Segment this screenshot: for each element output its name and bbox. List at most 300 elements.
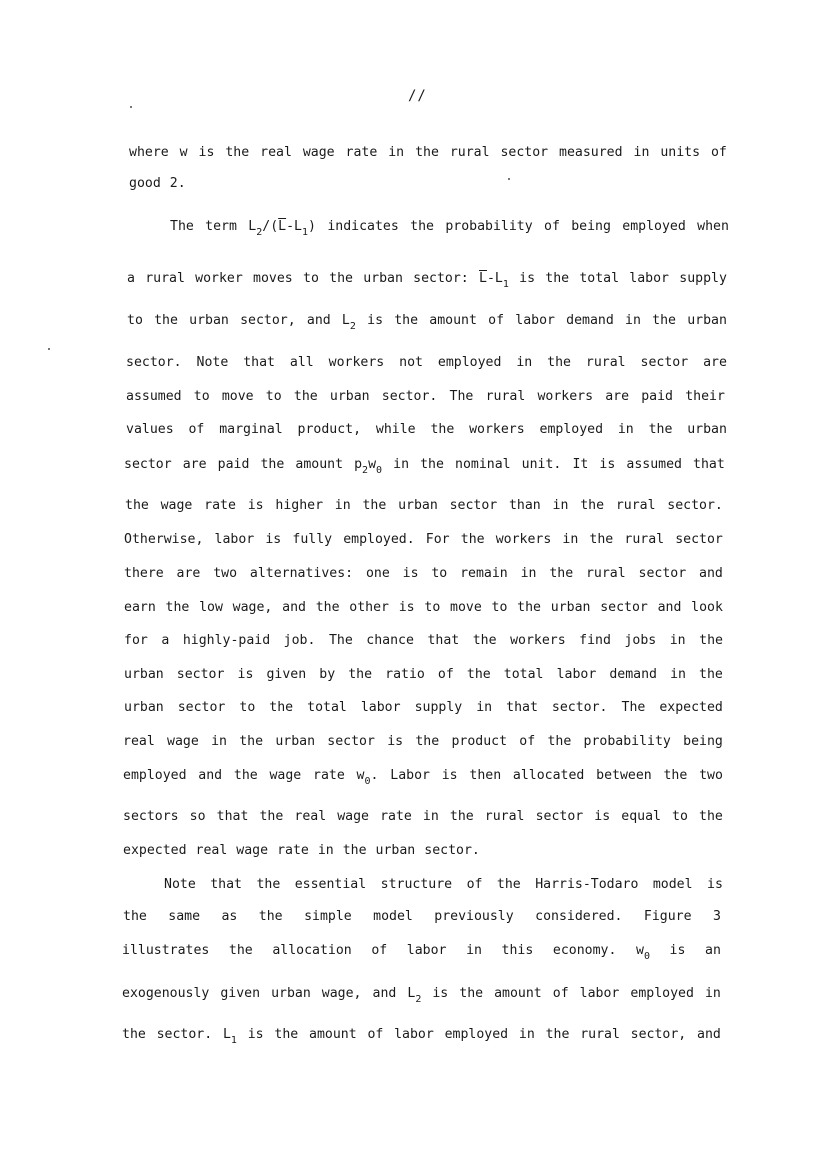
word: move (221, 389, 254, 404)
word: their (685, 389, 725, 404)
word: Figure (643, 909, 692, 924)
word: sector: (413, 271, 469, 286)
word: rate (313, 768, 345, 783)
word: The (170, 219, 194, 234)
text-line (124, 565, 723, 587)
text-line (123, 808, 723, 830)
word: is (432, 986, 449, 1001)
word: urban (398, 498, 438, 513)
word: expected (659, 700, 723, 715)
word: $w_0$ (635, 943, 650, 962)
word: sectors (123, 809, 179, 824)
word: sector (176, 667, 225, 682)
word: nominal (455, 457, 511, 472)
word: term (205, 219, 237, 234)
word: of (552, 986, 569, 1001)
word: that (210, 877, 242, 892)
word: is (367, 313, 384, 328)
word: in (617, 422, 634, 437)
word: w (179, 145, 188, 160)
word: workers (469, 422, 525, 437)
word: the (517, 600, 541, 615)
word: the (315, 600, 340, 615)
word: an (705, 943, 721, 958)
word: for (124, 633, 148, 648)
word: rural (624, 532, 665, 547)
word: The (449, 389, 474, 404)
word: and (372, 986, 397, 1001)
word: the (125, 498, 149, 513)
word: sector (675, 532, 723, 547)
word: employed (630, 986, 694, 1001)
word: allocation (272, 943, 352, 958)
word: rate (380, 809, 412, 824)
word: two (213, 566, 238, 581)
word: the (362, 498, 387, 513)
word: and (282, 600, 306, 615)
word: highly-paid (182, 633, 271, 648)
word: the (547, 734, 572, 749)
word: to (491, 600, 508, 615)
word: the (410, 219, 434, 234)
word: the (459, 986, 484, 1001)
word: good (129, 176, 161, 191)
word: the (460, 532, 485, 547)
word: the (415, 145, 439, 160)
word: is (707, 877, 723, 892)
word: supply (414, 700, 463, 715)
word: in (476, 700, 493, 715)
word: when (697, 219, 729, 234)
word: rural (580, 1027, 620, 1042)
text-line (170, 218, 729, 240)
word: the (228, 943, 253, 958)
word: sector (535, 809, 584, 824)
word: in (669, 633, 686, 648)
word: urban (329, 389, 370, 404)
word: labor (394, 1027, 434, 1042)
word: labor (556, 667, 597, 682)
word: workers (495, 532, 552, 547)
word: rural (484, 809, 525, 824)
word: rural (449, 145, 490, 160)
word: workers (537, 389, 594, 404)
word: previously (434, 909, 514, 924)
word: employed (437, 355, 502, 370)
word: sector. (381, 389, 438, 404)
word: Otherwise, (124, 532, 204, 547)
word: unit. (521, 457, 562, 472)
word: low (199, 600, 223, 615)
word: product, (297, 422, 362, 437)
word: employed. (343, 532, 415, 547)
word: illustrates (122, 943, 210, 958)
word: assumed (126, 389, 182, 404)
word: the (122, 1027, 146, 1042)
word: $L_2$ (407, 986, 422, 1005)
word: marginal (219, 422, 283, 437)
word: probability (583, 734, 671, 749)
word: move (450, 600, 482, 615)
word: while (375, 422, 416, 437)
word: real (294, 809, 327, 824)
word: than (508, 498, 541, 513)
word: a (127, 271, 135, 286)
word: essential (294, 877, 367, 892)
word: real (123, 734, 155, 749)
text-line (124, 599, 723, 621)
word: fully (292, 532, 333, 547)
word: real (195, 843, 228, 858)
word: wage, (232, 600, 273, 615)
word: the (449, 809, 474, 824)
word: there (124, 566, 164, 581)
text-line (124, 456, 725, 478)
word: to (672, 809, 688, 824)
word: that (427, 633, 460, 648)
text-line (129, 175, 195, 197)
word: being (571, 219, 611, 234)
word: given (220, 986, 261, 1001)
word: in (422, 809, 439, 824)
word: the (545, 271, 570, 286)
word: to (127, 313, 143, 328)
word: are (176, 566, 201, 581)
word: and (699, 566, 723, 581)
word: to (303, 271, 319, 286)
word: that (243, 355, 275, 370)
word: sector (177, 700, 226, 715)
word: amount (494, 986, 542, 1001)
word: of (371, 943, 388, 958)
word: wage (167, 734, 199, 749)
word: is (398, 600, 415, 615)
word: supply (679, 271, 727, 286)
word: model (373, 909, 413, 924)
word: is (387, 734, 404, 749)
word: rural (485, 389, 526, 404)
word: where (129, 145, 169, 160)
word: the (549, 566, 574, 581)
word: the (269, 700, 294, 715)
word: demand (566, 313, 614, 328)
word: is (599, 457, 616, 472)
word: and (198, 768, 223, 783)
word: wage, (321, 986, 362, 1001)
word: Note (164, 877, 196, 892)
word: not (399, 355, 423, 370)
word: the (699, 633, 723, 648)
word: total (503, 667, 544, 682)
word: real (260, 145, 292, 160)
word: sector (600, 600, 648, 615)
word: in (393, 457, 410, 472)
word: the (259, 809, 284, 824)
word: one (365, 566, 390, 581)
word: the (165, 600, 190, 615)
word: $p_2w_0$ (354, 457, 383, 476)
word: of (544, 219, 560, 234)
text-line (127, 270, 727, 292)
word: wage (337, 809, 369, 824)
text-line (125, 497, 723, 519)
word: values (126, 422, 174, 437)
word: to (265, 389, 282, 404)
word: employed (123, 768, 187, 783)
word: in (520, 566, 537, 581)
word: to (239, 700, 256, 715)
word: the (239, 734, 264, 749)
word: 2. (169, 176, 186, 191)
word: For (425, 532, 450, 547)
word: is (402, 566, 419, 581)
word: of (488, 313, 505, 328)
word: is (237, 667, 254, 682)
text-line (123, 767, 723, 789)
word: sector. (551, 700, 608, 715)
word: then (469, 768, 502, 783)
word: The (328, 633, 353, 648)
word: is (594, 809, 611, 824)
word: $w_0$. (356, 768, 379, 787)
word: jobs (624, 633, 657, 648)
word: product (451, 734, 508, 749)
word: $L_2$ (341, 313, 356, 332)
text-line (124, 666, 723, 688)
word: labor (579, 986, 620, 1001)
word: urban (687, 313, 727, 328)
word: $\overline{L}-L_1$ (479, 271, 509, 290)
word: alternatives: (249, 566, 354, 581)
word: Harris-Todaro (535, 877, 639, 892)
word: being (683, 734, 723, 749)
text-line (127, 312, 727, 334)
word: all (289, 355, 314, 370)
word: and (657, 600, 682, 615)
word: the (699, 667, 723, 682)
word: wage (302, 145, 335, 160)
word: is (441, 768, 458, 783)
text-line (123, 842, 489, 864)
word: simple (304, 909, 352, 924)
word: the (663, 768, 688, 783)
text-line (122, 985, 721, 1007)
word: wage (160, 498, 193, 513)
word: employed (444, 1027, 509, 1042)
word: urban (687, 422, 727, 437)
text-line (122, 1026, 721, 1048)
scan-speck (130, 106, 132, 108)
text-line (126, 388, 725, 410)
word: other (349, 600, 389, 615)
word: wage (236, 843, 269, 858)
word: probability (445, 219, 533, 234)
word: ratio (385, 667, 425, 682)
word: paid (217, 457, 250, 472)
word: the (589, 532, 614, 547)
word: are (605, 389, 630, 404)
word: sector (640, 355, 689, 370)
word: urban (124, 700, 164, 715)
word: $L_2/(\overline{L}-L_1)$ (248, 219, 316, 238)
word: in (317, 843, 334, 858)
word: allocated (512, 768, 585, 783)
word: sector. (424, 843, 480, 858)
word: sector, (630, 1027, 687, 1042)
word: employed (539, 422, 604, 437)
word: Labor (390, 768, 430, 783)
word: to (424, 600, 441, 615)
word: same (168, 909, 201, 924)
word: the (547, 355, 571, 370)
word: the (699, 809, 723, 824)
word: rural (585, 355, 626, 370)
word: is (669, 943, 686, 958)
text-line (122, 942, 721, 964)
word: the (415, 734, 440, 749)
word: a (161, 633, 170, 648)
word: is (247, 1027, 264, 1042)
word: urban (189, 313, 229, 328)
word: two (699, 768, 723, 783)
word: the (342, 843, 367, 858)
word: the (258, 909, 283, 924)
word: is (247, 498, 264, 513)
word: the (154, 313, 178, 328)
word: sector. (156, 1027, 213, 1042)
word: 3 (712, 909, 721, 924)
word: wage (269, 768, 302, 783)
word: urban (271, 986, 311, 1001)
word: sector (500, 145, 549, 160)
word: is (519, 271, 536, 286)
word: the (580, 498, 605, 513)
word: the (472, 633, 497, 648)
word: the (256, 877, 281, 892)
word: of (367, 1027, 384, 1042)
word: labor (214, 532, 255, 547)
word: sector (124, 457, 172, 472)
word: paid (641, 389, 673, 404)
word: the (348, 667, 373, 682)
word: earn (124, 600, 156, 615)
word: equal (621, 809, 661, 824)
word: amount (429, 313, 477, 328)
word: in (334, 498, 351, 513)
word: rate (204, 498, 236, 513)
word: rural (615, 498, 656, 513)
word: urban (375, 843, 416, 858)
word: labor (406, 943, 447, 958)
word: the (652, 313, 676, 328)
word: model (652, 877, 693, 892)
word: measured (559, 145, 623, 160)
word: in (552, 498, 569, 513)
word: so (189, 809, 206, 824)
word: look (691, 600, 723, 615)
word: labor (629, 271, 669, 286)
word: the (225, 145, 250, 160)
word: rate (277, 843, 309, 858)
word: considered. (535, 909, 623, 924)
word: are (182, 457, 207, 472)
word: in (670, 667, 686, 682)
word: by (319, 667, 336, 682)
text-line (126, 421, 727, 443)
word: as (221, 909, 238, 924)
word: in (518, 1027, 535, 1042)
word: sector. (126, 355, 182, 370)
word: of (519, 734, 536, 749)
word: in (466, 943, 482, 958)
word: urban (124, 667, 164, 682)
word: It (572, 457, 589, 472)
word: sector, (240, 313, 296, 328)
word: in (516, 355, 533, 370)
text-line (124, 632, 723, 654)
word: the (260, 457, 285, 472)
word: and (306, 313, 331, 328)
word: are (703, 355, 727, 370)
word: the (496, 877, 521, 892)
word: in (388, 145, 405, 160)
word: job. (283, 633, 316, 648)
word: find (579, 633, 611, 648)
text-line (164, 876, 723, 898)
word: the (430, 422, 455, 437)
scan-speck (508, 178, 510, 180)
word: chance (366, 633, 414, 648)
word: urban (363, 271, 403, 286)
word: the (233, 768, 258, 783)
word: in (562, 532, 579, 547)
word: rural (585, 566, 626, 581)
word: expected (123, 843, 187, 858)
word: this (501, 943, 534, 958)
word: rate (345, 145, 378, 160)
word: worker (195, 271, 243, 286)
word: the (293, 389, 318, 404)
word: the (420, 457, 444, 472)
word: sector (638, 566, 687, 581)
word: is (198, 145, 215, 160)
scan-speck (48, 348, 50, 350)
word: amount (295, 457, 344, 472)
word: the (394, 313, 419, 328)
word: the (466, 667, 491, 682)
word: the (648, 422, 673, 437)
word: indicates (327, 219, 399, 234)
word: demand (609, 667, 657, 682)
word: units (660, 145, 701, 160)
page-number: // (408, 88, 427, 104)
word: total (579, 271, 620, 286)
word: higher (275, 498, 324, 513)
word: exogenously (122, 986, 210, 1001)
word: to (193, 389, 210, 404)
word: remain (460, 566, 508, 581)
word: of (710, 145, 727, 160)
word: the (274, 1027, 299, 1042)
word: between (596, 768, 652, 783)
word: urban (550, 600, 591, 615)
word: and (697, 1027, 721, 1042)
word: amount (309, 1027, 357, 1042)
word: assumed (626, 457, 682, 472)
text-line (123, 733, 723, 755)
text-line (124, 699, 723, 721)
word: sector. (667, 498, 723, 513)
